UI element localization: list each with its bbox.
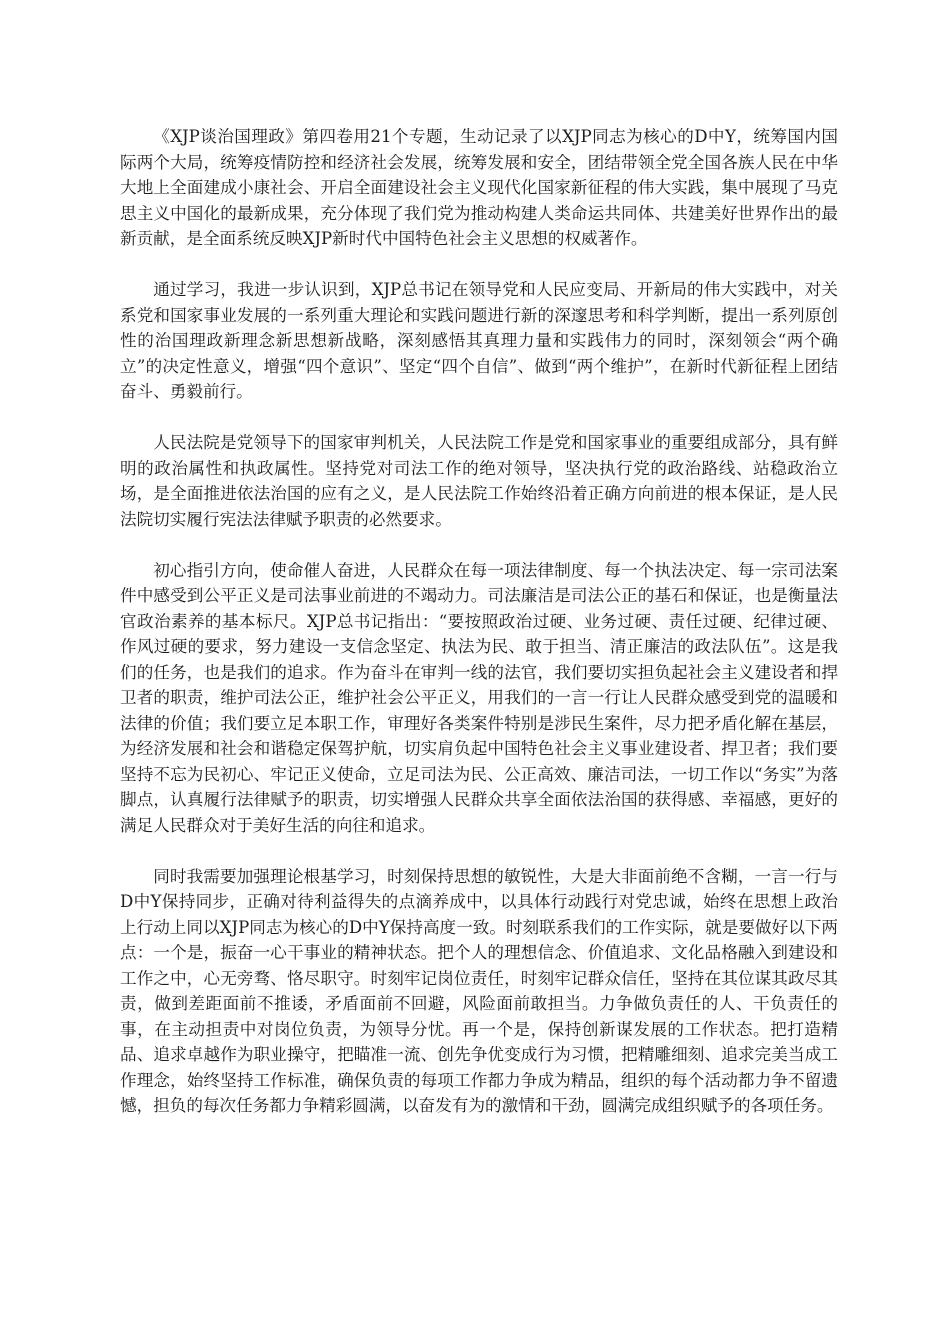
paragraph-4: 初心指引方向，使命催人奋进，人民群众在每一项法律制度、每一个执法决定、每一宗司法案件中感受到公平正义是司法事业前进的不竭动力。司法廉洁是司法公正的基石和保证，也是衡量法官政治素养的基本标尺。XJP总书记指出：“要按照政治过硬、业务过硬、责任过硬、纪律过硬、作风过硬的要求，努力建设一支信念坚定、执法为民、敢于担当、清正廉洁的政法队伍”。这是我们的任务，也是我们的追求。作为奋斗在审判一线的法官，我们要切实担负起社会主义建设者和捍卫者的职责，维护司法公正，维护社会公平正义，用我们的一言一行让人民群众感受到党的温暖和法律的价值；我们要立足本职工作，审理好各类案件特别是涉民生案件，尽力把矛盾化解在基层，为经济发展和社会和谐稳定保驾护航，切实肩负起中国特色社会主义事业建设者、捍卫者；我们要坚持不忘为民初心、牢记正义使命，立足司法为民、公正高效、廉洁司法，一切工作以“务实”为落脚点，认真履行法律赋予的职责，切实增强人民群众共享全面依法治国的获得感、幸福感，更好的满足人民群众对于美好生活的向往和追求。 xyxy=(120,560,838,835)
paragraph-5: 同时我需要加强理论根基学习，时刻保持思想的敏锐性，大是大非面前绝不含糊，一言一行与D中Y保持同步，正确对待利益得失的点滴养成中，以具体行动践行对党忠诚，始终在思想上政治上行动上同以XJP同志为核心的D中Y保持高度一致。时刻联系我们的工作实际，就是要做好以下两点：一个是，振奋一心干事业的精神状态。把个人的理想信念、价值追求、文化品格融入到建设和工作之中，心无旁骛、恪尽职守。时刻牢记岗位责任，时刻牢记群众信任，坚持在其位谋其政尽其责，做到差距面前不推诿，矛盾面前不回避，风险面前敢担当。力争做负责任的人、干负责任的事，在主动担责中对岗位负责，为领导分忧。再一个是，保持创新谋发展的工作状态。把打造精品、追求卓越作为职业操守，把瞄准一流、创先争优变成行为习惯，把精雕细刻、追求完美当成工作理念，始终坚持工作标准，确保负责的每项工作都力争成为精品，组织的每个活动都力争不留遗憾，担负的每次任务都力争精彩圆满，以奋发有为的激情和干劲，圆满完成组织赋予的各项任务。 xyxy=(120,866,838,1115)
paragraph-2: 通过学习，我进一步认识到，XJP总书记在领导党和人民应变局、开新局的伟大实践中，对关系党和国家事业发展的一系列重大理论和实践问题进行新的深邃思考和科学判断，提出一系列原创性的治国理政新理念新思想新战略，深刻感悟其真理力量和实践伟力的同时，深刻领会“两个确立”的决定性意义，增强“四个意识”、坚定“四个自信”、做到“两个维护”，在新时代新征程上团结奋斗、勇毅前行。 xyxy=(120,280,838,401)
paragraph-3: 人民法院是党领导下的国家审判机关，人民法院工作是党和国家事业的重要组成部分，具有鲜明的政治属性和执政属性。坚持党对司法工作的绝对领导，坚决执行党的政治路线、站稳政治立场，是全面推进依法治国的应有之义，是人民法院工作始终沿着正确方向前进的根本保证，是人民法院切实履行宪法法律赋予职责的必然要求。 xyxy=(120,433,838,529)
document-body xyxy=(120,124,838,1119)
paragraph-1: 《XJP谈治国理政》第四卷用21个专题，生动记录了以XJP同志为核心的D中Y，统筹国内国际两个大局，统筹疫情防控和经济社会发展，统筹发展和安全，团结带领全党全国各族人民在中华大地上全面建成小康社会、开启全面建设社会主义现代化国家新征程的伟大实践，集中展现了马克思主义中国化的最新成果，充分体现了我们党为推动构建人类命运共同体、共建美好世界作出的最新贡献，是全面系统反映XJP新时代中国特色社会主义思想的权威著作。 xyxy=(120,127,838,248)
